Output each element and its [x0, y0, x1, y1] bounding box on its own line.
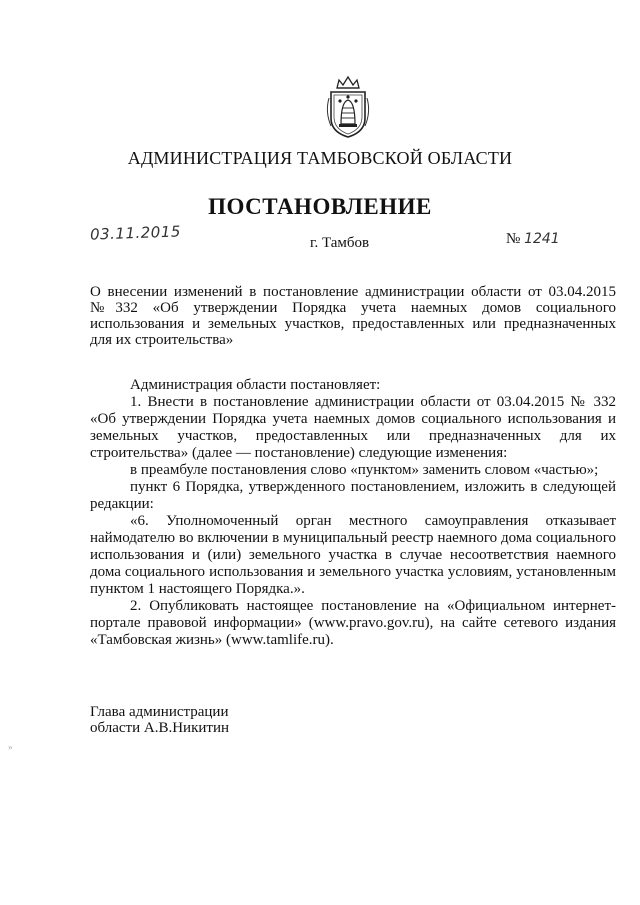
- body-paragraph: в преамбуле постановления слово «пунктом» заменить словом «частью»;: [130, 462, 599, 478]
- city: г. Тамбов: [310, 235, 370, 251]
- handwritten-date: 03.11.2015: [89, 222, 182, 244]
- signature-title: Глава администрации: [90, 704, 229, 720]
- document-body: [90, 377, 616, 649]
- document-number: [506, 231, 560, 248]
- margin-mark: »: [8, 742, 13, 752]
- number-prefix: №: [506, 231, 521, 247]
- signature-name: области А.В.Никитин: [90, 720, 230, 736]
- signature-block: [90, 704, 229, 736]
- body-paragraph: 2. Опубликовать настоящее постановление на «Официальном интернет-портале правовой информации» (www.pravo.gov.ru), на сайте сетевого издания «Тамбовская жизнь» (www.tamlife.ru).: [90, 598, 616, 648]
- body-paragraph: «6. Уполномоченный орган местного самоуправления отказывает наймодателю во включении в муниципальный реестр наемного дома социального использования и (или) земельного участка в случае несоответствия наемного дома социального использования и земельного участка условиям, установленным пунктом 1 настоящего Порядка.».: [90, 513, 616, 597]
- handwritten-number: 1241: [524, 231, 560, 247]
- body-paragraph: 1. Внести в постановление администрации области от 03.04.2015 № 332 «Об утверждении Порядка учета наемных домов социального использования и земельных участков, предоставленных или предназначенных для их строительства» (далее — постановление) следующие изменения:: [90, 394, 616, 461]
- body-paragraph: пункт 6 Порядка, утвержденного постановлением, изложить в следующей редакции:: [90, 479, 616, 512]
- document-subject: О внесении изменений в постановление администрации области от 03.04.2015 №332 «Об утверждении Порядка учета наемных домов социального использования и земельных участков, предоставленных или предназначенных для их строительства»: [90, 284, 616, 348]
- body-paragraph: Администрация области постановляет:: [130, 377, 381, 393]
- coat-of-arms-icon: [323, 74, 373, 140]
- document-type-title: ПОСТАНОВЛЕНИЕ: [208, 194, 432, 219]
- agency-name: АДМИНИСТРАЦИЯ ТАМБОВСКОЙ ОБЛАСТИ: [127, 148, 513, 168]
